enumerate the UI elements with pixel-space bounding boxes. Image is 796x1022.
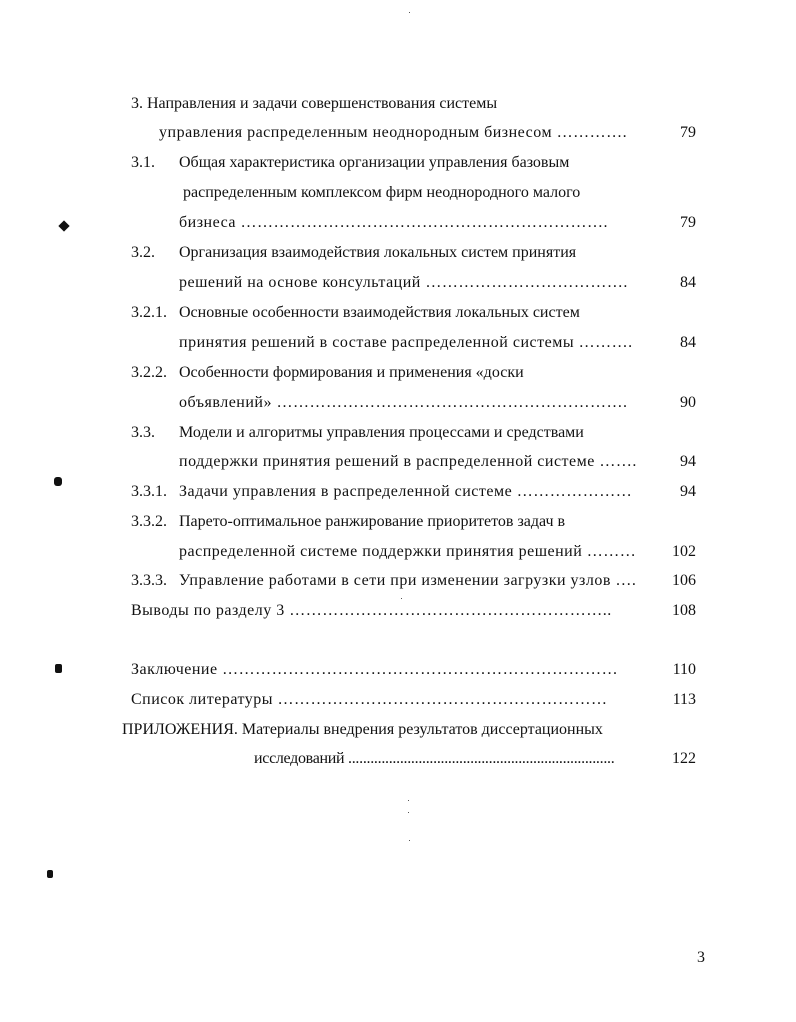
toc-entry-3-3-page: 94 bbox=[680, 453, 696, 470]
toc-entry-3-3-line2: поддержки принятия решений в распределенной системе ……. bbox=[179, 453, 637, 470]
toc-entry-3-2-1-page: 84 bbox=[680, 334, 696, 351]
scan-mark-3 bbox=[55, 664, 62, 673]
toc-entry-conclusions-section3-page: 108 bbox=[672, 602, 696, 619]
toc-entry-3-2-number: 3.2. bbox=[131, 244, 155, 261]
toc-entry-3-3-1-line1: Задачи управления в распределенной системе ………………… bbox=[179, 483, 633, 500]
toc-entry-3-3-2-page: 102 bbox=[672, 543, 696, 560]
scan-speck bbox=[408, 800, 409, 801]
toc-entry-3-3-number: 3.3. bbox=[131, 424, 155, 441]
toc-entry-3-2-line2: решений на основе консультаций ………………………………. bbox=[179, 274, 628, 291]
toc-entry-3-2-page: 84 bbox=[680, 274, 696, 291]
toc-entry-3-3-2-number: 3.3.2. bbox=[131, 513, 167, 530]
toc-entry-3-1-page: 79 bbox=[680, 214, 696, 231]
scan-speck bbox=[408, 812, 409, 813]
scan-speck bbox=[409, 840, 410, 841]
toc-entry-3-1-line3: бизнеса …………………………………………………………. bbox=[179, 214, 608, 231]
toc-entry-3-3-2-line2: распределенной системе поддержки принятия решений ……… bbox=[179, 543, 637, 560]
toc-entry-3-2-2-line1: Особенности формирования и применения «доски bbox=[179, 364, 524, 381]
toc-entry-3-1-line2: распределенным комплексом фирм неоднородного малого bbox=[183, 184, 581, 201]
toc-entry-references: Список литературы …………………………………………………… bbox=[131, 691, 608, 708]
toc-entry-3-line1: 3. Направления и задачи совершенствования системы bbox=[131, 95, 498, 112]
toc-entry-3-2-2-line2: объявлений» ………………………………………………………. bbox=[179, 394, 628, 411]
toc-entry-3-page: 79 bbox=[680, 124, 696, 141]
toc-entry-3-2-2-page: 90 bbox=[680, 394, 696, 411]
toc-entry-3-1-number: 3.1. bbox=[131, 154, 155, 171]
toc-entry-conclusions-section3: Выводы по разделу 3 ………………………………………………….. bbox=[131, 602, 612, 619]
toc-entry-3-3-2-line1: Парето-оптимальное ранжирование приоритетов задач в bbox=[179, 513, 566, 530]
toc-entry-3-2-1-number: 3.2.1. bbox=[131, 304, 167, 321]
toc-entry-3-2-1-line2: принятия решений в составе распределенной системы ………. bbox=[179, 334, 633, 351]
toc-entry-conclusion: Заключение ……………………………………………………………… bbox=[131, 661, 619, 678]
scan-speck bbox=[409, 12, 410, 13]
toc-entry-3-2-2-number: 3.2.2. bbox=[131, 364, 167, 381]
toc-entry-3-3-3-number: 3.3.3. bbox=[131, 572, 167, 589]
toc-entry-3-2-1-line1: Основные особенности взаимодействия локальных систем bbox=[179, 304, 580, 321]
scan-speck bbox=[401, 598, 402, 599]
toc-entry-references-page: 113 bbox=[672, 691, 696, 708]
toc-entry-3-3-3-page: 106 bbox=[672, 572, 696, 589]
toc-entry-3-3-1-number: 3.3.1. bbox=[131, 483, 167, 500]
toc-entry-3-2-line1: Организация взаимодействия локальных систем принятия bbox=[179, 244, 577, 261]
toc-entry-appendices-line2: исследований ........................................................................ bbox=[254, 750, 615, 767]
toc-entry-conclusion-page: 110 bbox=[672, 661, 696, 678]
toc-entry-appendices-page: 122 bbox=[672, 750, 696, 767]
toc-entry-appendices-line1: ПРИЛОЖЕНИЯ. Материалы внедрения результатов диссертационных bbox=[122, 721, 603, 738]
scan-mark-4 bbox=[47, 870, 53, 878]
toc-entry-3-3-line1: Модели и алгоритмы управления процессами и средствами bbox=[179, 424, 584, 441]
page-number: 3 bbox=[697, 949, 705, 966]
scan-mark-1 bbox=[58, 220, 69, 231]
toc-entry-3-3-1-page: 94 bbox=[680, 483, 696, 500]
scan-mark-2 bbox=[54, 477, 62, 486]
toc-entry-3-3-3-line1: Управление работами в сети при изменении загрузки узлов …. bbox=[179, 572, 637, 589]
toc-entry-3-line2: управления распределенным неоднородным бизнесом …………. bbox=[159, 124, 628, 141]
toc-entry-3-1-line1: Общая характеристика организации управления базовым bbox=[179, 154, 570, 171]
